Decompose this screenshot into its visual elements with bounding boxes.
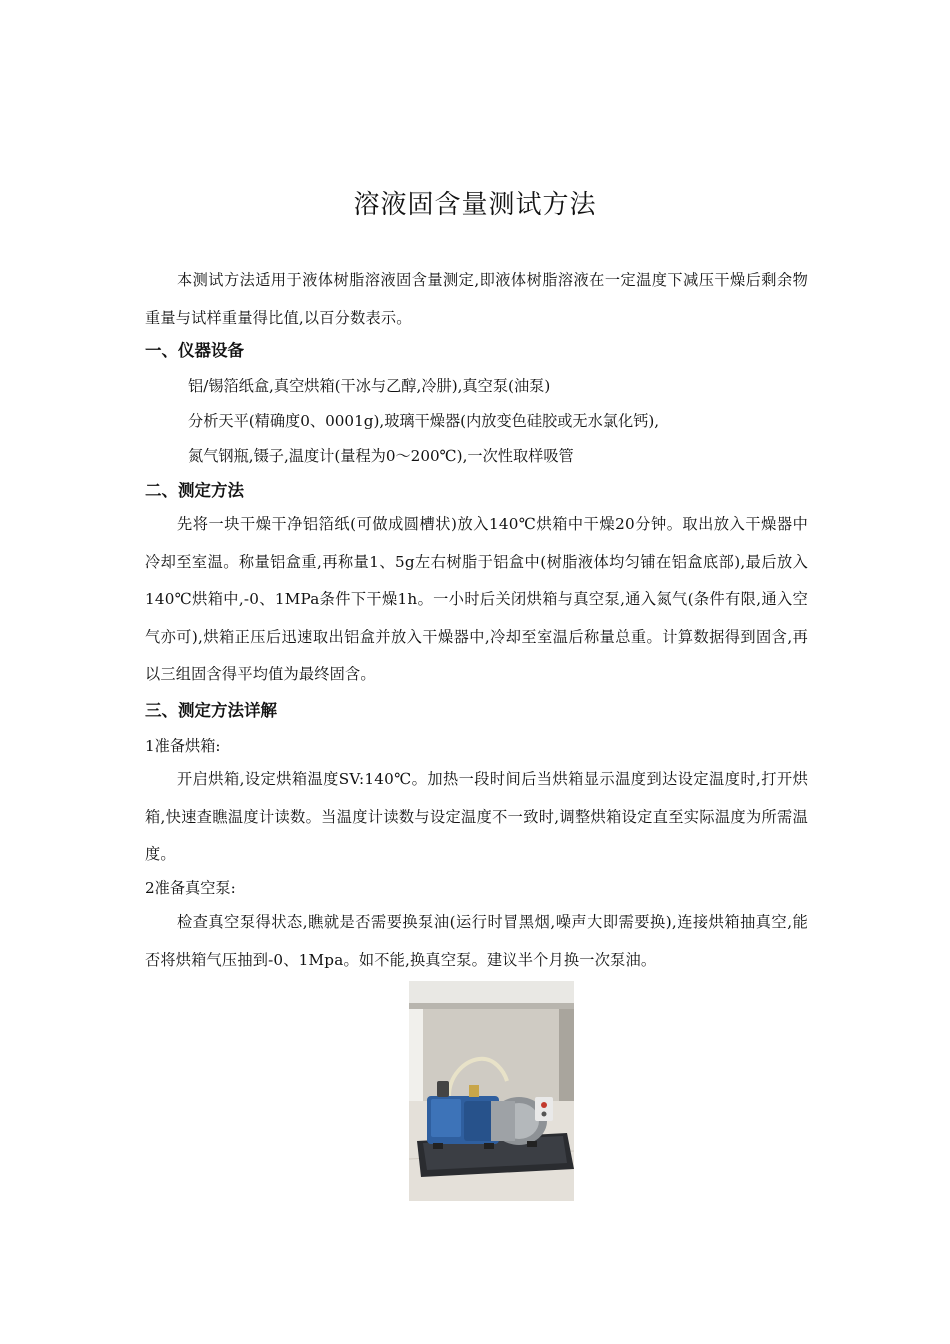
vacuum-pump-illustration <box>409 981 574 1201</box>
step-1-paragraph: 开启烘箱,设定烘箱温度SV:140℃。加热一段时间后当烘箱显示温度到达设定温度时,打开烘箱,快速查瞧温度计读数。当温度计读数与设定温度不一致时,调整烘箱设定直至实际温度为所需温度。 <box>145 770 808 863</box>
method-paragraph: 先将一块干燥干净铝箔纸(可做成圆槽状)放入140℃烘箱中干燥20分钟。取出放入干燥器中冷却至室温。称量铝盒重,再称量1、5g左右树脂于铝盒中(树脂液体均匀铺在铝盒底部),最后放入140℃烘箱中,-0、1MPa条件下干燥1h。一小时后关闭烘箱与真空泵,通入氮气(条件有限,通入空气亦可),烘箱正压后迅速取出铝盒并放入干燥器中,冷却至室温后称量总重。计算数据得到固含,再以三组固含得平均值为最终固含。 <box>145 515 808 683</box>
step-1-title: 1准备烘箱: <box>145 737 221 755</box>
step-2-title: 2准备真空泵: <box>145 879 236 897</box>
section-heading-equipment: 一、仪器设备 <box>145 341 244 360</box>
step-2-paragraph: 检查真空泵得状态,瞧就是否需要换泵油(运行时冒黑烟,噪声大即需要换),连接烘箱抽真空,能否将烘箱气压抽到-0、1Mpa。如不能,换真空泵。建议半个月换一次泵油。 <box>145 913 808 969</box>
section-heading-method: 二、测定方法 <box>145 481 244 500</box>
equipment-line-3: 氮气钢瓶,镊子,温度计(量程为0～200℃),一次性取样吸管 <box>188 447 574 465</box>
equipment-line-1: 铝/锡箔纸盒,真空烘箱(干冰与乙醇,冷肼),真空泵(油泵) <box>188 377 551 395</box>
equipment-line-2: 分析天平(精确度0、0001g),玻璃干燥器(内放变色硅胶或无水氯化钙), <box>188 412 660 430</box>
section-heading-method-detail: 三、测定方法详解 <box>145 701 277 720</box>
intro-paragraph: 本测试方法适用于液体树脂溶液固含量测定,即液体树脂溶液在一定温度下减压干燥后剩余物重量与试样重量得比值,以百分数表示。 <box>145 271 808 327</box>
vacuum-pump-photo <box>409 981 574 1201</box>
document-title: 溶液固含量测试方法 <box>353 190 597 220</box>
